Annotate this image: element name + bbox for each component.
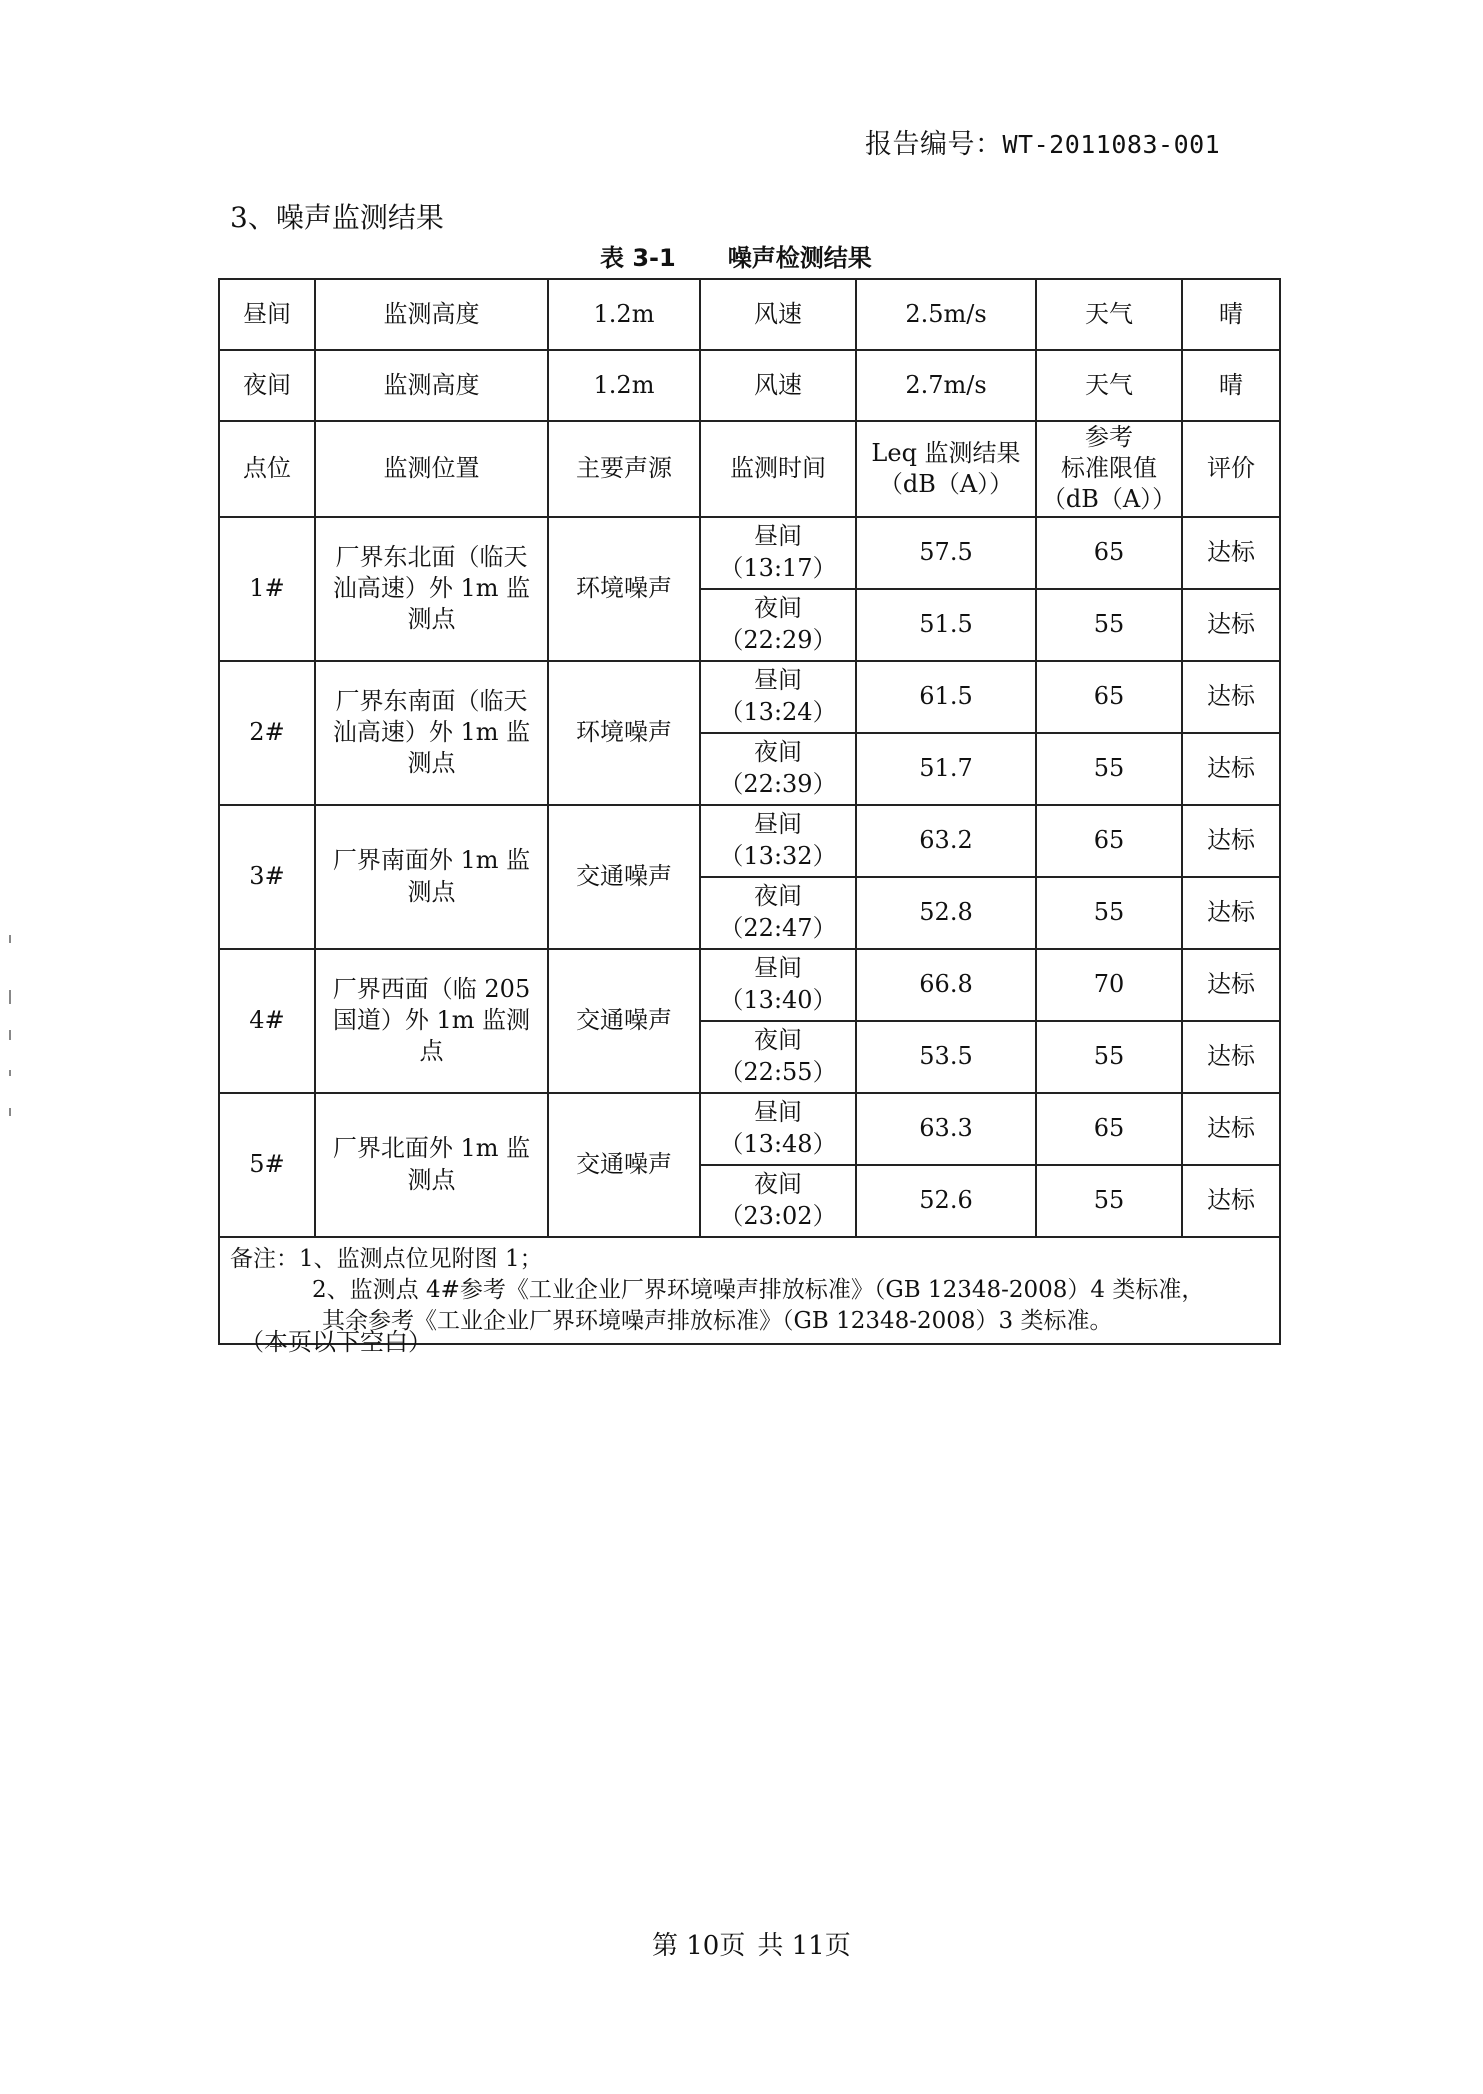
- report-number-value: WT-2011083-001: [1002, 130, 1221, 159]
- night-eval-cell: 达标: [1182, 1021, 1280, 1093]
- source-cell: 环境噪声: [548, 517, 700, 661]
- section-title: 3、噪声监测结果: [230, 201, 444, 234]
- table-body: [219, 279, 1280, 1344]
- header-row: [219, 421, 1280, 517]
- night-leq-cell: 51.7: [856, 733, 1036, 805]
- scan-speck: [9, 1070, 11, 1076]
- table-row: [219, 517, 1280, 589]
- weather-label-cell: 天气: [1036, 279, 1182, 350]
- column-header: 点位: [219, 421, 315, 517]
- location-cell: 厂界南面外 1m 监测点: [315, 805, 548, 949]
- location-cell: 厂界东北面（临天汕高速）外 1m 监测点: [315, 517, 548, 661]
- day-leq-cell: 66.8: [856, 949, 1036, 1021]
- table-number: 表 3-1: [600, 244, 676, 272]
- night-eval-cell: 达标: [1182, 589, 1280, 661]
- noise-results-table: [218, 278, 1281, 1345]
- night-leq-cell: 51.5: [856, 589, 1036, 661]
- wind-label-cell: 风速: [700, 279, 856, 350]
- note-line: 2、监测点 4#参考《工业企业厂界环境噪声排放标准》（GB 12348-2008）4 类标准，: [312, 1276, 1205, 1303]
- condition-row: [219, 279, 1280, 350]
- day-eval-cell: 达标: [1182, 517, 1280, 589]
- day-time-cell: 昼间 （13:24）: [700, 661, 856, 733]
- scan-speck: [9, 990, 11, 1004]
- day-leq-cell: 61.5: [856, 661, 1036, 733]
- source-cell: 交通噪声: [548, 805, 700, 949]
- scan-speck: [9, 1108, 11, 1116]
- day-leq-cell: 63.3: [856, 1093, 1036, 1165]
- column-header: 参考 标准限值 （dB（A））: [1036, 421, 1182, 517]
- day-eval-cell: 达标: [1182, 1093, 1280, 1165]
- page-number: 第 10页: [652, 1931, 746, 1961]
- day-limit-cell: 70: [1036, 949, 1182, 1021]
- location-cell: 厂界东南面（临天汕高速）外 1m 监测点: [315, 661, 548, 805]
- day-eval-cell: 达标: [1182, 661, 1280, 733]
- day-time-cell: 昼间 （13:17）: [700, 517, 856, 589]
- height-label-cell: 监测高度: [315, 350, 548, 421]
- report-number-label: 报告编号：: [865, 129, 1003, 160]
- scan-speck: [9, 935, 11, 943]
- day-time-cell: 昼间 （13:32）: [700, 805, 856, 877]
- source-cell: 交通噪声: [548, 949, 700, 1093]
- point-cell: 5#: [219, 1093, 315, 1237]
- night-time-cell: 夜间 （22:55）: [700, 1021, 856, 1093]
- page-footer: [652, 1925, 863, 1962]
- period-cell: 昼间: [219, 279, 315, 350]
- column-header: Leq 监测结果 （dB（A））: [856, 421, 1036, 517]
- point-cell: 3#: [219, 805, 315, 949]
- point-cell: 1#: [219, 517, 315, 661]
- condition-row: [219, 350, 1280, 421]
- night-time-cell: 夜间 （22:47）: [700, 877, 856, 949]
- night-leq-cell: 52.6: [856, 1165, 1036, 1237]
- night-limit-cell: 55: [1036, 733, 1182, 805]
- night-leq-cell: 52.8: [856, 877, 1036, 949]
- height-value-cell: 1.2m: [548, 350, 700, 421]
- wind-value-cell: 2.5m/s: [856, 279, 1036, 350]
- day-leq-cell: 57.5: [856, 517, 1036, 589]
- table-row: [219, 805, 1280, 877]
- day-limit-cell: 65: [1036, 1093, 1182, 1165]
- period-cell: 夜间: [219, 350, 315, 421]
- night-limit-cell: 55: [1036, 1165, 1182, 1237]
- night-time-cell: 夜间 （22:29）: [700, 589, 856, 661]
- source-cell: 环境噪声: [548, 661, 700, 805]
- day-eval-cell: 达标: [1182, 949, 1280, 1021]
- table-caption: [600, 238, 872, 273]
- day-leq-cell: 63.2: [856, 805, 1036, 877]
- night-limit-cell: 55: [1036, 589, 1182, 661]
- location-cell: 厂界北面外 1m 监测点: [315, 1093, 548, 1237]
- height-value-cell: 1.2m: [548, 279, 700, 350]
- night-eval-cell: 达标: [1182, 1165, 1280, 1237]
- night-time-cell: 夜间 （22:39）: [700, 733, 856, 805]
- weather-value-cell: 晴: [1182, 350, 1280, 421]
- day-time-cell: 昼间 （13:40）: [700, 949, 856, 1021]
- report-number: [865, 122, 1220, 161]
- day-eval-cell: 达标: [1182, 805, 1280, 877]
- column-header: 监测位置: [315, 421, 548, 517]
- point-cell: 2#: [219, 661, 315, 805]
- blank-page-note: （本页以下空白）: [240, 1328, 432, 1356]
- table-row: [219, 949, 1280, 1021]
- night-eval-cell: 达标: [1182, 877, 1280, 949]
- point-cell: 4#: [219, 949, 315, 1093]
- note-line: 备注：1、监测点位见附图 1；: [230, 1245, 543, 1272]
- night-leq-cell: 53.5: [856, 1021, 1036, 1093]
- note-line: 其余参考《工业企业厂界环境噪声排放标准》（GB 12348-2008）3 类标准。: [322, 1307, 1113, 1334]
- source-cell: 交通噪声: [548, 1093, 700, 1237]
- column-header: 评价: [1182, 421, 1280, 517]
- column-header: 主要声源: [548, 421, 700, 517]
- day-limit-cell: 65: [1036, 661, 1182, 733]
- location-cell: 厂界西面（临 205 国道）外 1m 监测点: [315, 949, 548, 1093]
- height-label-cell: 监测高度: [315, 279, 548, 350]
- night-time-cell: 夜间 （23:02）: [700, 1165, 856, 1237]
- night-limit-cell: 55: [1036, 877, 1182, 949]
- night-eval-cell: 达标: [1182, 733, 1280, 805]
- weather-label-cell: 天气: [1036, 350, 1182, 421]
- table-row: [219, 661, 1280, 733]
- wind-label-cell: 风速: [700, 350, 856, 421]
- page-total: 共 11页: [757, 1931, 851, 1961]
- table-title: 噪声检测结果: [727, 244, 872, 272]
- weather-value-cell: 晴: [1182, 279, 1280, 350]
- day-time-cell: 昼间 （13:48）: [700, 1093, 856, 1165]
- day-limit-cell: 65: [1036, 517, 1182, 589]
- night-limit-cell: 55: [1036, 1021, 1182, 1093]
- table-row: [219, 1093, 1280, 1165]
- day-limit-cell: 65: [1036, 805, 1182, 877]
- column-header: 监测时间: [700, 421, 856, 517]
- wind-value-cell: 2.7m/s: [856, 350, 1036, 421]
- scan-speck: [9, 1030, 11, 1040]
